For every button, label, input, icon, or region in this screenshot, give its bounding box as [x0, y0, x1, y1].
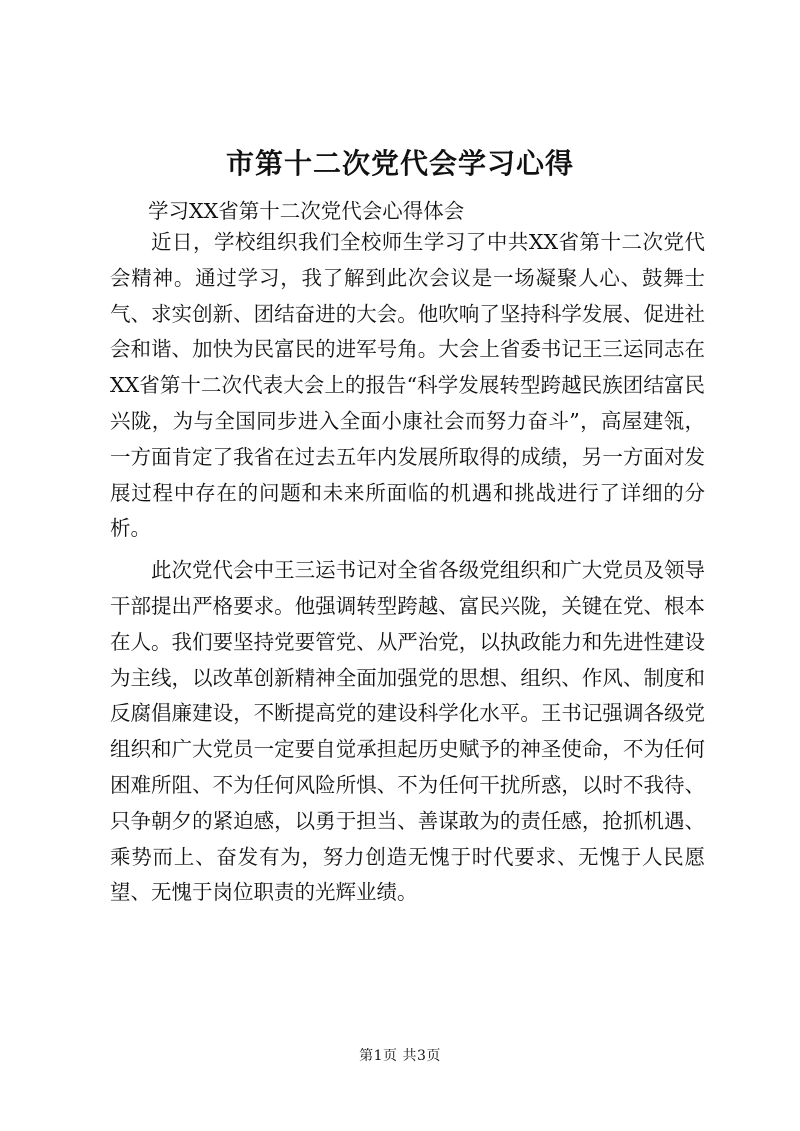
page-footer: 第1页 共3页 — [359, 1048, 441, 1064]
page-title: 市第十二次党代会学习心得 — [225, 147, 574, 180]
paragraph-2: 此次党代会中王三运书记对全省各级党组织和广大党员及领导干部提出严格要求。他强调转型跨越、富民兴陇，关键在党、根本在人。我们要坚持党要管党、从严治党，以执政能力和先进性建设为主线，以改革创新精神全面加强党的思想、组织、作风、制度和反腐倡廉建设，不断提高党的建设科学化水平。王书记强调各级党组织和广大党员一定要自觉承担起历史赋予的神圣使命，不为任何困难所阻、不为任何风险所惧、不为任何干扰所惑，以时不我待、只争朝夕的紧迫感，以勇于担当、善谋敢为的责任感，抢抓机遇、乘势而上、奋发有为，努力创造无愧于时代要求、无愧于人民愿望、无愧于岗位职责的光辉业绩。 — [110, 558, 705, 905]
paragraph-1: 近日，学校组织我们全校师生学习了中共XX省第十二次党代会精神。通过学习，我了解到此次会议是一场凝聚人心、鼓舞士气、求实创新、团结奋进的大会。他吹响了坚持科学发展、促进社会和谐、加快为民富民的进军号角。大会上省委书记王三运同志在XX省第十二次代表大会上的报告“科学发展转型跨越民族团结富民兴陇，为与全国同步进入全面小康社会而努力奋斗”，高屋建瓴，一方面肯定了我省在过去五年内发展所取得的成绩，另一方面对发展过程中存在的问题和未来所面临的机遇和挑战进行了详细的分析。 — [110, 230, 705, 541]
document-body — [110, 225, 705, 917]
document-subtitle: 学习XX省第十二次党代会心得体会 — [148, 199, 465, 223]
